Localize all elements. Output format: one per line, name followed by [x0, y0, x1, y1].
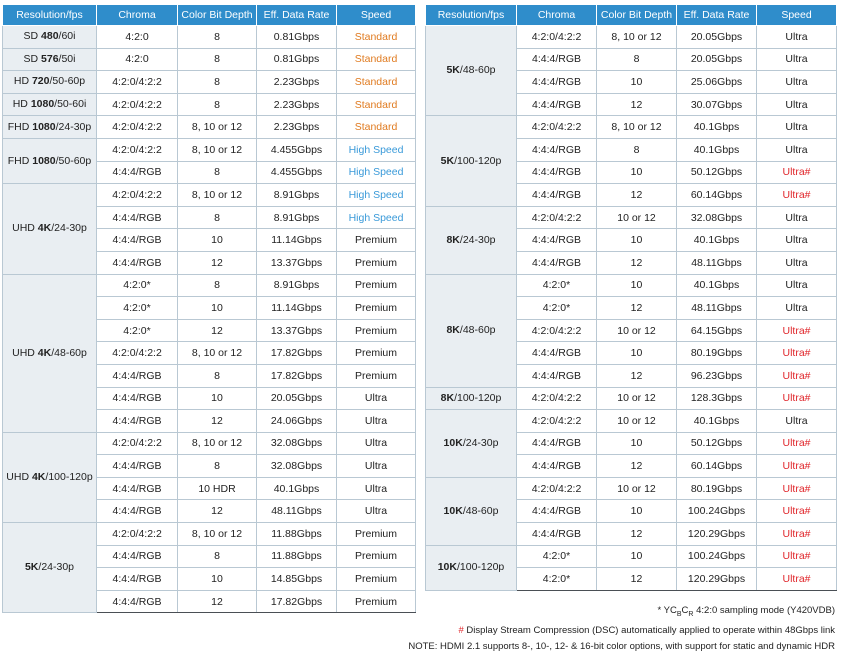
- footnote-dsc: # Display Stream Compression (DSC) automatically applied to operate within 48Gbps link: [458, 624, 835, 636]
- footnote-hdmi-note: NOTE: HDMI 2.1 supports 8-, 10-, 12- & 16-bit color options, with support for static and dynamic HDR: [408, 640, 835, 652]
- bit-depth-cell: 10: [178, 229, 257, 252]
- chroma-cell: 4:4:4/RGB: [97, 364, 178, 387]
- resolution-cell: FHD 1080/50-60p: [3, 138, 97, 183]
- bit-depth-cell: 8: [178, 71, 257, 94]
- data-rate-cell: 80.19Gbps: [677, 477, 757, 500]
- bit-depth-cell: 12: [178, 590, 257, 613]
- resolution-cell: 5K/100-120p: [426, 116, 517, 206]
- data-rate-cell: 17.82Gbps: [257, 364, 337, 387]
- chroma-cell: 4:4:4/RGB: [517, 138, 597, 161]
- header-speed: Speed: [337, 5, 416, 26]
- bit-depth-cell: 8: [178, 364, 257, 387]
- chroma-cell: 4:4:4/RGB: [517, 342, 597, 365]
- data-rate-cell: 11.88Gbps: [257, 523, 337, 546]
- chroma-cell: 4:2:0*: [517, 545, 597, 568]
- left-header-row: [3, 5, 416, 26]
- speed-cell: Ultra: [337, 387, 416, 410]
- chroma-cell: 4:2:0/4:2:2: [517, 206, 597, 229]
- chroma-cell: 4:2:0*: [97, 297, 178, 320]
- resolution-cell: 8K/100-120p: [426, 387, 517, 410]
- chroma-cell: 4:4:4/RGB: [97, 387, 178, 410]
- bit-depth-cell: 8: [178, 48, 257, 71]
- chroma-cell: 4:4:4/RGB: [97, 590, 178, 613]
- data-rate-cell: 40.1Gbps: [677, 274, 757, 297]
- resolution-cell: HD 1080/50-60i: [3, 93, 97, 116]
- speed-cell: Ultra#: [757, 545, 837, 568]
- right-spec-table: [425, 4, 837, 591]
- data-rate-cell: 48.11Gbps: [257, 500, 337, 523]
- chroma-cell: 4:4:4/RGB: [97, 251, 178, 274]
- speed-cell: Premium: [337, 274, 416, 297]
- chroma-cell: 4:2:0/4:2:2: [97, 432, 178, 455]
- data-rate-cell: 11.88Gbps: [257, 545, 337, 568]
- bit-depth-cell: 8, 10 or 12: [178, 432, 257, 455]
- data-rate-cell: 20.05Gbps: [677, 48, 757, 71]
- data-rate-cell: 60.14Gbps: [677, 455, 757, 478]
- chroma-cell: 4:2:0*: [97, 319, 178, 342]
- bit-depth-cell: 8: [178, 206, 257, 229]
- chroma-cell: 4:4:4/RGB: [97, 229, 178, 252]
- data-rate-cell: 17.82Gbps: [257, 590, 337, 613]
- bit-depth-cell: 8, 10 or 12: [597, 116, 677, 139]
- header-data-rate: Eff. Data Rate: [677, 5, 757, 26]
- chroma-cell: 4:2:0: [97, 48, 178, 71]
- chroma-cell: 4:4:4/RGB: [517, 184, 597, 207]
- speed-cell: Ultra: [337, 432, 416, 455]
- speed-cell: Ultra: [757, 138, 837, 161]
- data-rate-cell: 32.08Gbps: [257, 432, 337, 455]
- right-header-row: [426, 5, 837, 26]
- bit-depth-cell: 12: [597, 364, 677, 387]
- data-rate-cell: 50.12Gbps: [677, 432, 757, 455]
- speed-cell: Ultra: [337, 455, 416, 478]
- chroma-cell: 4:2:0*: [517, 568, 597, 591]
- chroma-cell: 4:2:0/4:2:2: [97, 116, 178, 139]
- table-row: [426, 206, 837, 229]
- data-rate-cell: 4.455Gbps: [257, 138, 337, 161]
- bit-depth-cell: 10: [178, 568, 257, 591]
- chroma-cell: 4:4:4/RGB: [517, 229, 597, 252]
- data-rate-cell: 14.85Gbps: [257, 568, 337, 591]
- bit-depth-cell: 8, 10 or 12: [178, 523, 257, 546]
- bit-depth-cell: 10: [178, 387, 257, 410]
- data-rate-cell: 40.1Gbps: [257, 477, 337, 500]
- speed-cell: Premium: [337, 590, 416, 613]
- chroma-cell: 4:2:0/4:2:2: [97, 138, 178, 161]
- bit-depth-cell: 8: [597, 48, 677, 71]
- data-rate-cell: 13.37Gbps: [257, 319, 337, 342]
- data-rate-cell: 100.24Gbps: [677, 500, 757, 523]
- bit-depth-cell: 12: [597, 184, 677, 207]
- bit-depth-cell: 10 or 12: [597, 477, 677, 500]
- table-row: [3, 274, 416, 297]
- speed-cell: Ultra#: [757, 432, 837, 455]
- bit-depth-cell: 10: [597, 500, 677, 523]
- chroma-cell: 4:2:0/4:2:2: [517, 26, 597, 49]
- speed-cell: Ultra#: [757, 387, 837, 410]
- chroma-cell: 4:4:4/RGB: [517, 48, 597, 71]
- chroma-cell: 4:4:4/RGB: [517, 71, 597, 94]
- chroma-cell: 4:4:4/RGB: [517, 500, 597, 523]
- bit-depth-cell: 12: [597, 93, 677, 116]
- data-rate-cell: 8.91Gbps: [257, 274, 337, 297]
- bit-depth-cell: 8: [178, 93, 257, 116]
- data-rate-cell: 25.06Gbps: [677, 71, 757, 94]
- header-bit-depth: Color Bit Depth: [597, 5, 677, 26]
- speed-cell: Premium: [337, 297, 416, 320]
- bit-depth-cell: 10 or 12: [597, 206, 677, 229]
- table-row: [426, 274, 837, 297]
- header-resolution: Resolution/fps: [3, 5, 97, 26]
- speed-cell: Ultra: [757, 229, 837, 252]
- data-rate-cell: 8.91Gbps: [257, 206, 337, 229]
- bit-depth-cell: 10: [597, 161, 677, 184]
- bit-depth-cell: 8: [178, 161, 257, 184]
- bit-depth-cell: 12: [178, 410, 257, 433]
- table-row: [426, 116, 837, 139]
- data-rate-cell: 2.23Gbps: [257, 93, 337, 116]
- data-rate-cell: 64.15Gbps: [677, 319, 757, 342]
- speed-cell: High Speed: [337, 184, 416, 207]
- resolution-cell: HD 720/50-60p: [3, 71, 97, 94]
- chroma-cell: 4:2:0*: [97, 274, 178, 297]
- data-rate-cell: 40.1Gbps: [677, 229, 757, 252]
- speed-cell: Ultra: [757, 206, 837, 229]
- header-bit-depth: Color Bit Depth: [178, 5, 257, 26]
- bit-depth-cell: 8, 10 or 12: [178, 116, 257, 139]
- chroma-cell: 4:4:4/RGB: [97, 410, 178, 433]
- speed-cell: Ultra#: [757, 455, 837, 478]
- resolution-cell: 10K/24-30p: [426, 410, 517, 478]
- left-spec-table: [2, 4, 416, 613]
- bit-depth-cell: 12: [597, 523, 677, 546]
- chroma-cell: 4:2:0: [97, 26, 178, 49]
- data-rate-cell: 80.19Gbps: [677, 342, 757, 365]
- chroma-cell: 4:2:0*: [517, 297, 597, 320]
- speed-cell: Ultra: [757, 93, 837, 116]
- header-chroma: Chroma: [517, 5, 597, 26]
- speed-cell: Ultra: [757, 297, 837, 320]
- bit-depth-cell: 10 or 12: [597, 387, 677, 410]
- table-row: [3, 93, 416, 116]
- chroma-cell: 4:4:4/RGB: [517, 455, 597, 478]
- left-table-body: [3, 26, 416, 613]
- data-rate-cell: 120.29Gbps: [677, 568, 757, 591]
- bit-depth-cell: 8, 10 or 12: [178, 342, 257, 365]
- resolution-cell: UHD 4K/24-30p: [3, 184, 97, 274]
- speed-cell: Ultra: [757, 48, 837, 71]
- chroma-cell: 4:2:0/4:2:2: [517, 477, 597, 500]
- data-rate-cell: 128.3Gbps: [677, 387, 757, 410]
- speed-cell: High Speed: [337, 138, 416, 161]
- resolution-cell: 8K/24-30p: [426, 206, 517, 274]
- bit-depth-cell: 8: [597, 138, 677, 161]
- header-chroma: Chroma: [97, 5, 178, 26]
- speed-cell: Ultra#: [757, 319, 837, 342]
- table-row: [3, 116, 416, 139]
- chroma-cell: 4:4:4/RGB: [517, 251, 597, 274]
- chroma-cell: 4:2:0/4:2:2: [97, 342, 178, 365]
- speed-cell: Premium: [337, 364, 416, 387]
- chroma-cell: 4:2:0/4:2:2: [517, 319, 597, 342]
- speed-cell: Ultra#: [757, 161, 837, 184]
- resolution-cell: UHD 4K/48-60p: [3, 274, 97, 432]
- bit-depth-cell: 10: [597, 229, 677, 252]
- speed-cell: Ultra: [337, 410, 416, 433]
- data-rate-cell: 60.14Gbps: [677, 184, 757, 207]
- speed-cell: Ultra: [757, 274, 837, 297]
- bit-depth-cell: 8: [178, 26, 257, 49]
- data-rate-cell: 50.12Gbps: [677, 161, 757, 184]
- resolution-cell: 8K/48-60p: [426, 274, 517, 387]
- table-row: [3, 26, 416, 49]
- bit-depth-cell: 10 or 12: [597, 319, 677, 342]
- bit-depth-cell: 10 HDR: [178, 477, 257, 500]
- speed-cell: Premium: [337, 342, 416, 365]
- speed-cell: Premium: [337, 229, 416, 252]
- speed-cell: Premium: [337, 545, 416, 568]
- data-rate-cell: 100.24Gbps: [677, 545, 757, 568]
- chroma-cell: 4:4:4/RGB: [517, 93, 597, 116]
- chroma-cell: 4:2:0/4:2:2: [97, 184, 178, 207]
- bit-depth-cell: 10: [597, 71, 677, 94]
- data-rate-cell: 32.08Gbps: [257, 455, 337, 478]
- table-row: [3, 523, 416, 546]
- chroma-cell: 4:4:4/RGB: [517, 161, 597, 184]
- chroma-cell: 4:2:0/4:2:2: [97, 523, 178, 546]
- chroma-cell: 4:2:0/4:2:2: [517, 116, 597, 139]
- data-rate-cell: 11.14Gbps: [257, 229, 337, 252]
- speed-cell: Ultra: [757, 251, 837, 274]
- table-row: [3, 184, 416, 207]
- chroma-cell: 4:2:0/4:2:2: [517, 410, 597, 433]
- bit-depth-cell: 12: [597, 297, 677, 320]
- speed-cell: Premium: [337, 319, 416, 342]
- header-resolution: Resolution/fps: [426, 5, 517, 26]
- speed-cell: Ultra: [757, 26, 837, 49]
- footnotes: [408, 603, 835, 655]
- resolution-cell: SD 480/60i: [3, 26, 97, 49]
- speed-cell: Standard: [337, 48, 416, 71]
- header-data-rate: Eff. Data Rate: [257, 5, 337, 26]
- table-row: [426, 387, 837, 410]
- table-row: [3, 48, 416, 71]
- data-rate-cell: 48.11Gbps: [677, 297, 757, 320]
- table-row: [3, 432, 416, 455]
- bit-depth-cell: 10: [597, 432, 677, 455]
- bit-depth-cell: 10: [597, 545, 677, 568]
- bit-depth-cell: 8: [178, 545, 257, 568]
- speed-cell: High Speed: [337, 206, 416, 229]
- chroma-cell: 4:2:0/4:2:2: [517, 387, 597, 410]
- bit-depth-cell: 8, 10 or 12: [597, 26, 677, 49]
- data-rate-cell: 120.29Gbps: [677, 523, 757, 546]
- data-rate-cell: 40.1Gbps: [677, 410, 757, 433]
- chroma-cell: 4:2:0/4:2:2: [97, 93, 178, 116]
- data-rate-cell: 24.06Gbps: [257, 410, 337, 433]
- chroma-cell: 4:4:4/RGB: [97, 500, 178, 523]
- speed-cell: High Speed: [337, 161, 416, 184]
- data-rate-cell: 0.81Gbps: [257, 48, 337, 71]
- table-row: [426, 410, 837, 433]
- bit-depth-cell: 10: [597, 274, 677, 297]
- chroma-cell: 4:4:4/RGB: [97, 206, 178, 229]
- speed-cell: Ultra#: [757, 477, 837, 500]
- bit-depth-cell: 8, 10 or 12: [178, 184, 257, 207]
- speed-cell: Premium: [337, 251, 416, 274]
- speed-cell: Ultra#: [757, 568, 837, 591]
- speed-cell: Ultra: [757, 71, 837, 94]
- resolution-cell: 5K/48-60p: [426, 26, 517, 116]
- data-rate-cell: 30.07Gbps: [677, 93, 757, 116]
- chroma-cell: 4:4:4/RGB: [97, 455, 178, 478]
- resolution-cell: 10K/48-60p: [426, 477, 517, 545]
- chroma-cell: 4:4:4/RGB: [97, 545, 178, 568]
- bit-depth-cell: 12: [178, 251, 257, 274]
- bit-depth-cell: 10: [597, 342, 677, 365]
- bit-depth-cell: 12: [597, 455, 677, 478]
- data-rate-cell: 13.37Gbps: [257, 251, 337, 274]
- resolution-cell: SD 576/50i: [3, 48, 97, 71]
- data-rate-cell: 2.23Gbps: [257, 71, 337, 94]
- data-rate-cell: 32.08Gbps: [677, 206, 757, 229]
- bit-depth-cell: 10 or 12: [597, 410, 677, 433]
- speed-cell: Ultra#: [757, 342, 837, 365]
- header-speed: Speed: [757, 5, 837, 26]
- chroma-cell: 4:2:0/4:2:2: [97, 71, 178, 94]
- resolution-cell: 10K/100-120p: [426, 545, 517, 590]
- speed-cell: Standard: [337, 93, 416, 116]
- bit-depth-cell: 8: [178, 274, 257, 297]
- speed-cell: Standard: [337, 26, 416, 49]
- speed-cell: Premium: [337, 523, 416, 546]
- speed-cell: Ultra#: [757, 364, 837, 387]
- chroma-cell: 4:4:4/RGB: [517, 432, 597, 455]
- speed-cell: Standard: [337, 116, 416, 139]
- bit-depth-cell: 12: [178, 500, 257, 523]
- bit-depth-cell: 12: [597, 251, 677, 274]
- chroma-cell: 4:2:0*: [517, 274, 597, 297]
- table-row: [426, 545, 837, 568]
- data-rate-cell: 20.05Gbps: [677, 26, 757, 49]
- right-table-body: [426, 26, 837, 591]
- data-rate-cell: 20.05Gbps: [257, 387, 337, 410]
- data-rate-cell: 40.1Gbps: [677, 116, 757, 139]
- data-rate-cell: 2.23Gbps: [257, 116, 337, 139]
- bit-depth-cell: 8: [178, 455, 257, 478]
- data-rate-cell: 4.455Gbps: [257, 161, 337, 184]
- table-row: [3, 71, 416, 94]
- bit-depth-cell: 12: [178, 319, 257, 342]
- bit-depth-cell: 10: [178, 297, 257, 320]
- speed-cell: Ultra#: [757, 500, 837, 523]
- speed-cell: Premium: [337, 568, 416, 591]
- data-rate-cell: 40.1Gbps: [677, 138, 757, 161]
- chroma-cell: 4:4:4/RGB: [517, 523, 597, 546]
- speed-cell: Ultra: [337, 500, 416, 523]
- data-rate-cell: 8.91Gbps: [257, 184, 337, 207]
- data-rate-cell: 48.11Gbps: [677, 251, 757, 274]
- table-row: [3, 138, 416, 161]
- speed-cell: Standard: [337, 71, 416, 94]
- table-row: [426, 477, 837, 500]
- bit-depth-cell: 12: [597, 568, 677, 591]
- chroma-cell: 4:4:4/RGB: [517, 364, 597, 387]
- data-rate-cell: 96.23Gbps: [677, 364, 757, 387]
- data-rate-cell: 11.14Gbps: [257, 297, 337, 320]
- speed-cell: Ultra: [757, 116, 837, 139]
- resolution-cell: FHD 1080/24-30p: [3, 116, 97, 139]
- bit-depth-cell: 8, 10 or 12: [178, 138, 257, 161]
- speed-cell: Ultra#: [757, 184, 837, 207]
- data-rate-cell: 0.81Gbps: [257, 26, 337, 49]
- data-rate-cell: 17.82Gbps: [257, 342, 337, 365]
- chroma-cell: 4:4:4/RGB: [97, 568, 178, 591]
- footnote-chroma-sampling: * $YC_BC_R$ 4:2:0 sampling mode (Y420VDB): [657, 605, 835, 618]
- resolution-cell: 5K/24-30p: [3, 523, 97, 613]
- resolution-cell: UHD 4K/100-120p: [3, 432, 97, 522]
- chroma-cell: 4:4:4/RGB: [97, 477, 178, 500]
- chroma-cell: 4:4:4/RGB: [97, 161, 178, 184]
- speed-cell: Ultra: [337, 477, 416, 500]
- speed-cell: Ultra#: [757, 523, 837, 546]
- speed-cell: Ultra: [757, 410, 837, 433]
- table-row: [426, 26, 837, 49]
